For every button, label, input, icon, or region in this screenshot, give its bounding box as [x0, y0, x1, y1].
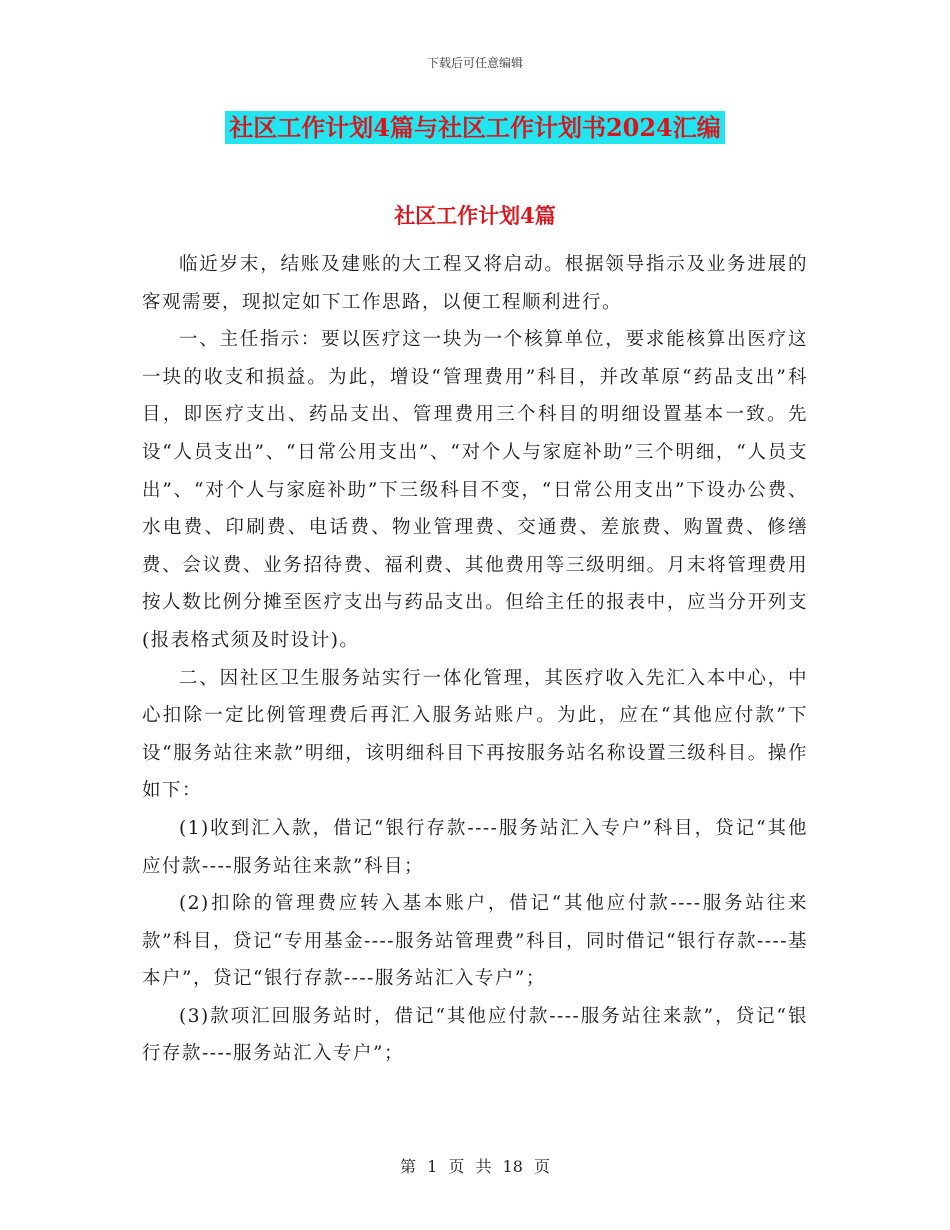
paragraph-step-3: (3)款项汇回服务站时，借记“其他应付款----服务站往来款”，贷记“银行存款----服务站汇入专户”； [142, 1005, 808, 1065]
paragraph-step-1: (1)收到汇入款，借记“银行存款----服务站汇入专户”科目，贷记“其他应付款----服务站往来款”科目； [142, 817, 808, 877]
paragraph-item-1: 一、主任指示：要以医疗这一块为一个核算单位，要求能核算出医疗这一块的收支和损益。为此，增设“管理费用”科目，并改革原“药品支出”科目，即医疗支出、药品支出、管理费用三个科目的明细设置基本一致。先设“人员支出”、“日常公用支出”、“对个人与家庭补助”三个明细，“人员支出”、“对个人与家庭补助”下三级科目不变，“日常公用支出”下设办公费、水电费、印刷费、电话费、物业管理费、交通费、差旅费、购置费、修缮费、会议费、业务招待费、福利费、其他费用等三级明细。月末将管理费用按人数比例分摊至医疗支出与药品支出。但给主任的报表中，应当分开列支(报表格式须及时设计)。 [142, 329, 808, 651]
page-header-note: 下载后可任意编辑 [426, 56, 523, 70]
document-title-text: 社区工作计划4篇与社区工作计划书2024汇编 [225, 111, 725, 144]
paragraph-step-2: (2)扣除的管理费应转入基本账户，借记“其他应付款----服务站往来款”科目，贷记“专用基金----服务站管理费”科目，同时借记“银行存款----基本户”，贷记“银行存款----服务站汇入专户”； [142, 893, 808, 990]
section-title: 社区工作计划4篇 [394, 203, 556, 228]
document-title [0, 110, 950, 146]
paragraph-intro: 临近岁末，结账及建账的大工程又将启动。根据领导指示及业务进展的客观需要，现拟定如下工作思路，以便工程顺利进行。 [142, 254, 808, 313]
document-body [142, 246, 808, 1073]
page-footer: 第 1 页 共 18 页 [400, 1157, 550, 1176]
paragraph-item-2: 二、因社区卫生服务站实行一体化管理，其医疗收入先汇入本中心，中心扣除一定比例管理费后再汇入服务站账户。为此，应在“其他应付款”下设“服务站往来款”明细，该明细科目下再按服务站名称设置三级科目。操作如下： [142, 667, 808, 802]
